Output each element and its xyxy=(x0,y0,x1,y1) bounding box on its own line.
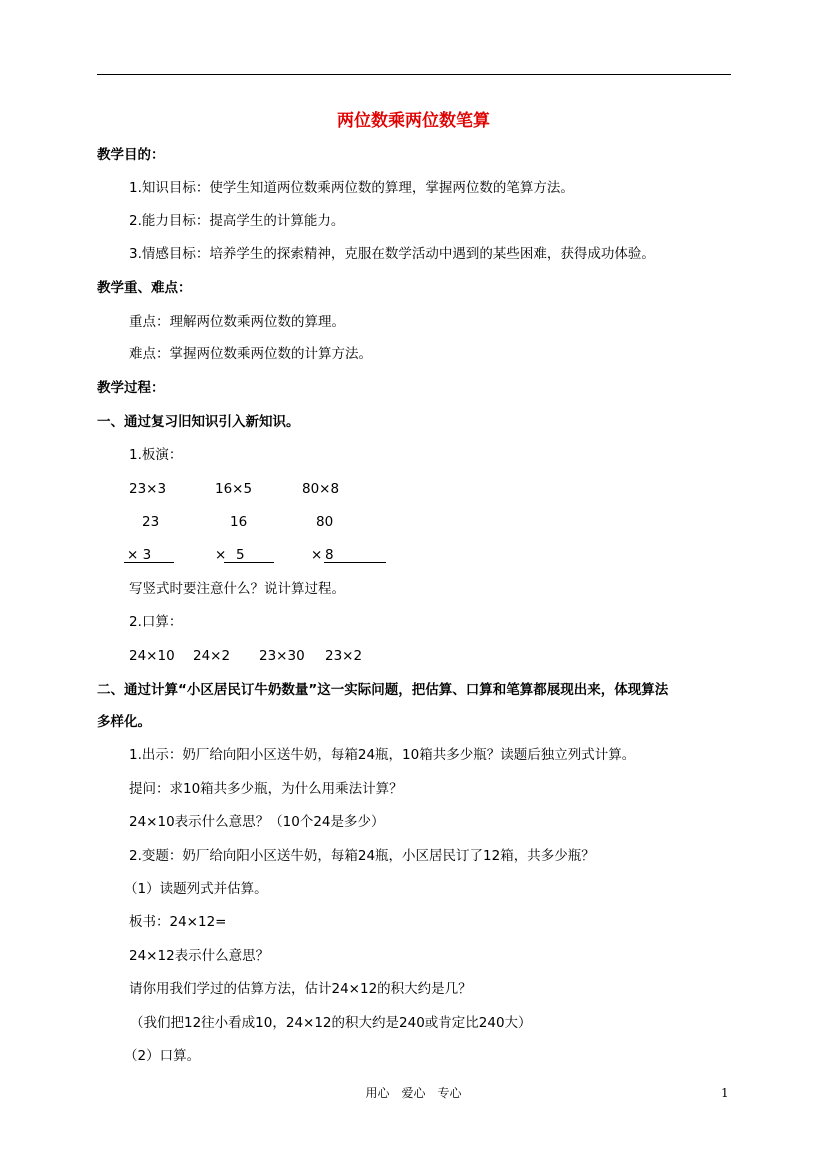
text-line: 提问：求10箱共多少瓶，为什么用乘法计算？ xyxy=(129,781,403,797)
text-line: 16 xyxy=(230,514,248,530)
text-line: 2.口算： xyxy=(129,614,183,630)
text-line: × xyxy=(215,547,227,563)
text-line: 难点：掌握两位数乘两位数的计算方法。 xyxy=(129,346,372,362)
text-line: 24×2 xyxy=(193,648,231,664)
calc-underline-3 xyxy=(324,562,386,563)
header-rule xyxy=(97,74,731,75)
text-line: 2.能力目标：提高学生的计算能力。 xyxy=(129,213,345,229)
text-line: 5 xyxy=(236,547,245,563)
text-line: × xyxy=(311,547,323,563)
text-line: 24×12表示什么意思？ xyxy=(129,948,270,964)
text-line: 请你用我们学过的估算方法，估计24×12的积大约是几？ xyxy=(129,981,472,997)
text-line: 80×8 xyxy=(302,481,340,497)
text-line: 23×30 xyxy=(259,648,305,664)
text-line: 3.情感目标：培养学生的探索精神，克服在数学活动中遇到的某些困难，获得成功体验。 xyxy=(129,246,655,262)
text-line: 1.知识目标：使学生知道两位数乘两位数的算理，掌握两位数的笔算方法。 xyxy=(129,180,574,196)
text-line: 板书：24×12= xyxy=(129,914,227,930)
text-line: 写竖式时要注意什么？说计算过程。 xyxy=(129,581,345,597)
page-number: 1 xyxy=(721,1086,729,1100)
text-line: （1）读题列式并估算。 xyxy=(124,881,268,897)
page-title: 两位数乘两位数笔算 xyxy=(337,111,490,131)
text-line: 重点：理解两位数乘两位数的算理。 xyxy=(129,314,345,330)
text-line: 教学过程： xyxy=(97,380,165,396)
page-footer: 用心 爱心 专心 xyxy=(365,1086,462,1100)
text-line: 教学目的： xyxy=(97,147,165,163)
text-line: （我们把12往小看成10，24×12的积大约是240或肯定比240大） xyxy=(130,1015,532,1031)
text-line: 1.板演： xyxy=(129,447,183,463)
text-line: 24×10表示什么意思？（10个24是多少） xyxy=(129,814,385,830)
text-line: 一、通过复习旧知识引入新知识。 xyxy=(97,414,300,430)
text-line: 多样化。 xyxy=(97,714,151,730)
text-line: 1.出示：奶厂给向阳小区送牛奶，每箱24瓶，10箱共多少瓶？读题后独立列式计算。 xyxy=(129,747,636,763)
text-line: 2.变题：奶厂给向阳小区送牛奶，每箱24瓶，小区居民订了12箱，共多少瓶？ xyxy=(129,848,595,864)
text-line: 24×10 xyxy=(129,648,175,664)
text-line: 23×3 xyxy=(129,481,167,497)
text-line: 8 xyxy=(325,547,334,563)
text-line: （2）口算。 xyxy=(124,1048,201,1064)
text-line: 80 xyxy=(316,514,334,530)
calc-underline-2 xyxy=(224,562,274,563)
text-line: 23 xyxy=(142,514,160,530)
text-line: 二、通过计算“小区居民订牛奶数量”这一实际问题，把估算、口算和笔算都展现出来，体现算法 xyxy=(97,682,669,698)
calc-underline-1 xyxy=(124,562,174,563)
text-line: 16×5 xyxy=(215,481,253,497)
text-line: × 3 xyxy=(127,547,152,563)
text-line: 教学重、难点： xyxy=(97,280,192,296)
text-line: 23×2 xyxy=(325,648,363,664)
